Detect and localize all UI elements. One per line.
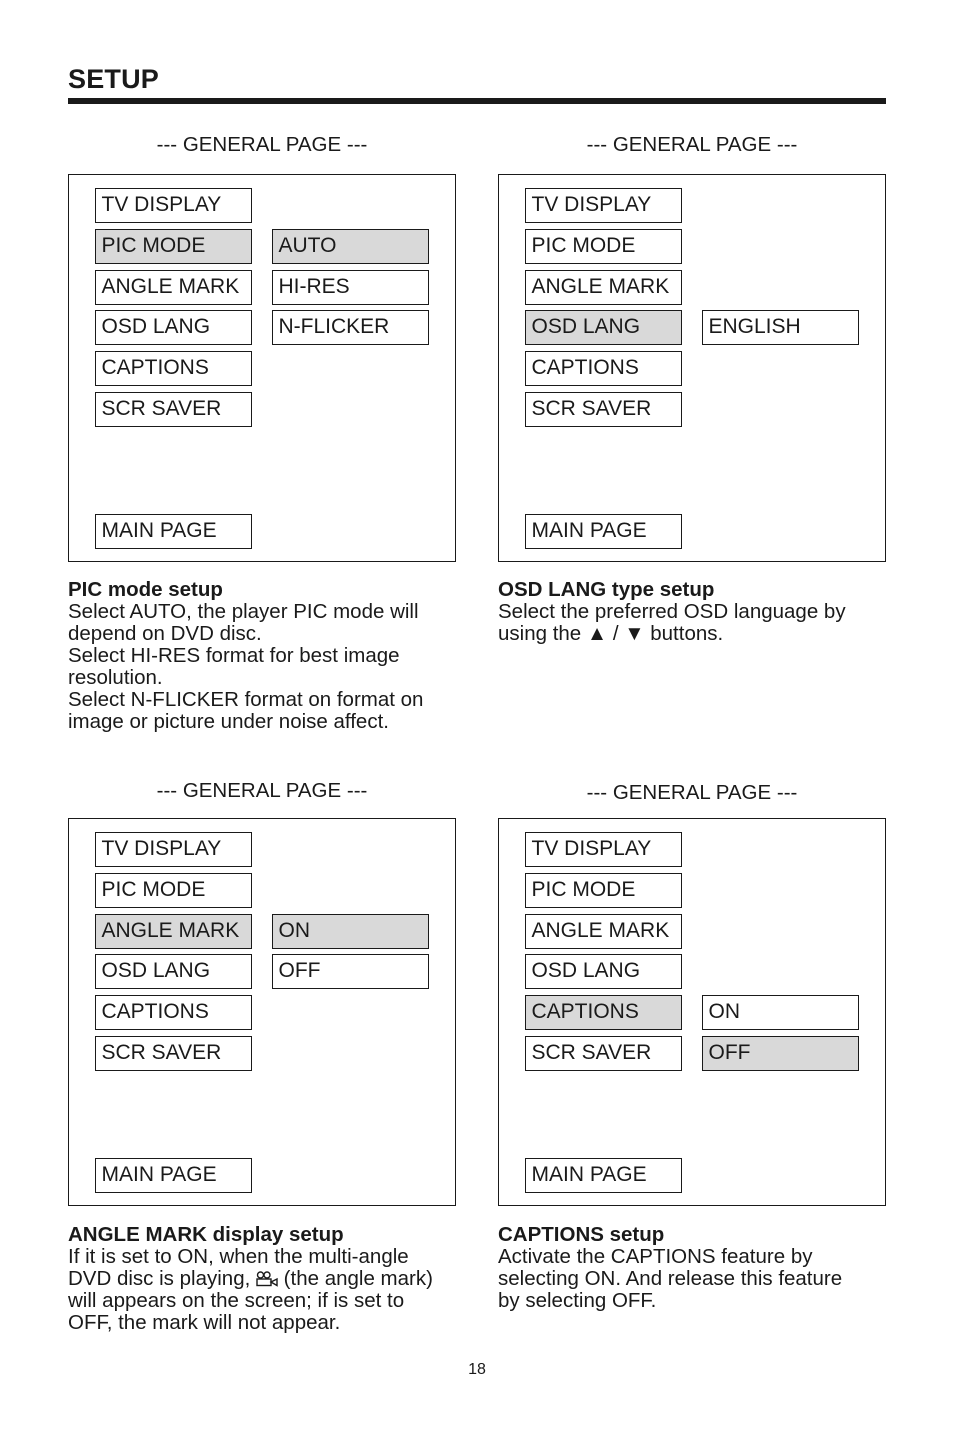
description-line: If it is set to ON, when the multi-angle <box>68 1245 409 1268</box>
option-auto[interactable]: AUTO <box>272 229 429 264</box>
panel-caption: --- GENERAL PAGE --- <box>156 779 368 802</box>
option-on[interactable]: ON <box>272 914 429 949</box>
menu-item-osd-lang[interactable]: OSD LANG <box>95 310 252 345</box>
description-title: OSD LANG type setup <box>498 578 715 601</box>
menu-item-tv-display[interactable]: TV DISPLAY <box>95 832 252 867</box>
menu-item-tv-display[interactable]: TV DISPLAY <box>525 188 682 223</box>
description-line: Select N-FLICKER format on format on <box>68 688 424 711</box>
page-number: 18 <box>468 1361 486 1378</box>
menu-item-main-page[interactable]: MAIN PAGE <box>525 1158 682 1193</box>
panel-caption: --- GENERAL PAGE --- <box>156 133 368 156</box>
description-line: OFF, the mark will not appear. <box>68 1311 341 1334</box>
description-title: CAPTIONS setup <box>498 1223 665 1246</box>
title-rule <box>68 98 886 104</box>
option-hi-res[interactable]: HI-RES <box>272 270 429 305</box>
option-off[interactable]: OFF <box>702 1036 859 1071</box>
menu-item-tv-display[interactable]: TV DISPLAY <box>95 188 252 223</box>
menu-item-angle-mark[interactable]: ANGLE MARK <box>525 270 682 305</box>
description-captions <box>498 1224 888 1312</box>
menu-item-pic-mode[interactable]: PIC MODE <box>95 229 252 264</box>
option-off[interactable]: OFF <box>272 954 429 989</box>
menu-panel-captions <box>498 818 886 1206</box>
option-on[interactable]: ON <box>702 995 859 1030</box>
description-line: using the ▲ / ▼ buttons. <box>498 622 724 645</box>
description-line: depend on DVD disc. <box>68 622 262 645</box>
menu-item-scr-saver[interactable]: SCR SAVER <box>95 392 252 427</box>
description-line: DVD disc is playing, (the angle mark) <box>68 1267 433 1290</box>
description-title: PIC mode setup <box>68 578 223 601</box>
description-line: Activate the CAPTIONS feature by <box>498 1245 813 1268</box>
menu-item-osd-lang[interactable]: OSD LANG <box>95 954 252 989</box>
option-n-flicker[interactable]: N-FLICKER <box>272 310 429 345</box>
description-line: image or picture under noise affect. <box>68 710 389 733</box>
menu-item-tv-display[interactable]: TV DISPLAY <box>525 832 682 867</box>
description-line: Select HI-RES format for best image <box>68 644 400 667</box>
menu-item-captions[interactable]: CAPTIONS <box>95 351 252 386</box>
menu-panel-angle-mark <box>68 818 456 1206</box>
menu-item-pic-mode[interactable]: PIC MODE <box>525 873 682 908</box>
description-line: Select AUTO, the player PIC mode will <box>68 600 419 623</box>
menu-item-osd-lang[interactable]: OSD LANG <box>525 954 682 989</box>
menu-item-main-page[interactable]: MAIN PAGE <box>525 514 682 549</box>
description-osd-lang <box>498 579 888 645</box>
menu-item-scr-saver[interactable]: SCR SAVER <box>95 1036 252 1071</box>
menu-item-scr-saver[interactable]: SCR SAVER <box>525 392 682 427</box>
description-title: ANGLE MARK display setup <box>68 1223 344 1246</box>
description-line: resolution. <box>68 666 163 689</box>
description-line: selecting ON. And release this feature <box>498 1267 843 1290</box>
panel-caption: --- GENERAL PAGE --- <box>586 781 798 804</box>
menu-panel-pic-mode <box>68 174 456 562</box>
menu-item-angle-mark[interactable]: ANGLE MARK <box>95 270 252 305</box>
menu-item-osd-lang[interactable]: OSD LANG <box>525 310 682 345</box>
menu-item-main-page[interactable]: MAIN PAGE <box>95 514 252 549</box>
menu-item-scr-saver[interactable]: SCR SAVER <box>525 1036 682 1071</box>
page-title: SETUP <box>68 64 160 94</box>
option-english[interactable]: ENGLISH <box>702 310 859 345</box>
angle-mark-icon <box>256 1271 278 1287</box>
panel-caption: --- GENERAL PAGE --- <box>586 133 798 156</box>
menu-item-captions[interactable]: CAPTIONS <box>95 995 252 1030</box>
menu-item-pic-mode[interactable]: PIC MODE <box>95 873 252 908</box>
menu-item-captions[interactable]: CAPTIONS <box>525 995 682 1030</box>
description-line: Select the preferred OSD language by <box>498 600 846 623</box>
description-line: will appears on the screen; if is set to <box>68 1289 405 1312</box>
description-angle-mark <box>68 1224 458 1334</box>
menu-panel-osd-lang <box>498 174 886 562</box>
menu-item-captions[interactable]: CAPTIONS <box>525 351 682 386</box>
menu-item-pic-mode[interactable]: PIC MODE <box>525 229 682 264</box>
description-line: by selecting OFF. <box>498 1289 657 1312</box>
menu-item-main-page[interactable]: MAIN PAGE <box>95 1158 252 1193</box>
menu-item-angle-mark[interactable]: ANGLE MARK <box>95 914 252 949</box>
description-pic-mode <box>68 579 458 733</box>
menu-item-angle-mark[interactable]: ANGLE MARK <box>525 914 682 949</box>
